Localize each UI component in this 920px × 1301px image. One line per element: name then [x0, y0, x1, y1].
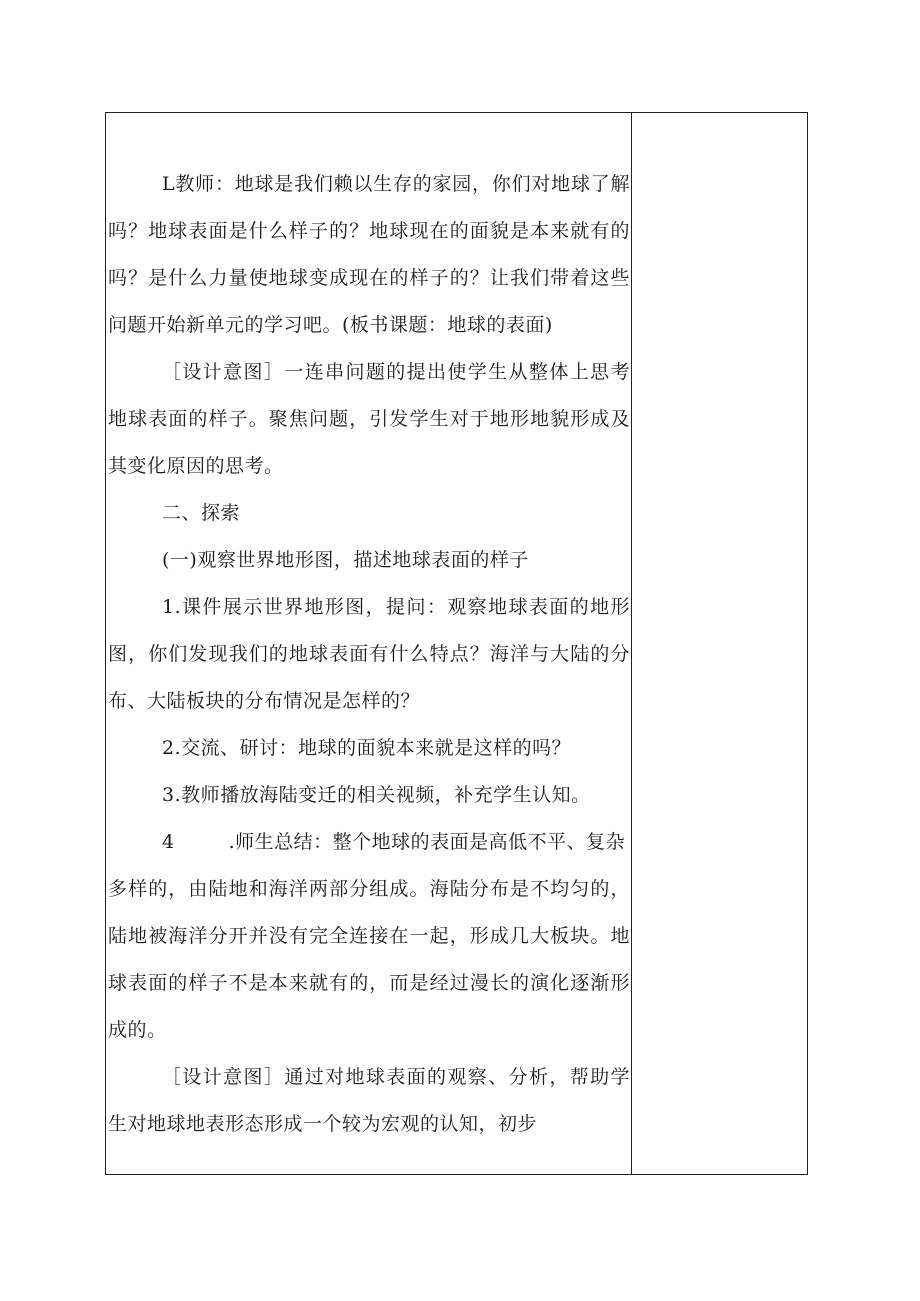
- text-line: [106, 827, 632, 857]
- text-line: 地球表面的样子。聚焦问题，引发学生对于地形地貌形成及: [108, 408, 630, 430]
- document-table: [105, 112, 808, 1175]
- list-number: 4: [162, 831, 175, 853]
- text-line: 球表面的样子不是本来就有的，而是经过漫长的演化逐渐形: [108, 972, 630, 994]
- text-line: 成的。: [108, 1019, 167, 1041]
- text-line: 其变化原因的思考。: [108, 455, 284, 477]
- text-line: 3.教师播放海陆变迁的相关视频，补充学生认知。: [162, 784, 591, 806]
- subsection-heading: (一)观察世界地形图，描述地球表面的样子: [162, 549, 529, 571]
- content-cell: [106, 113, 632, 1174]
- text-line: 问题开始新单元的学习吧。(板书课题：地球的表面): [108, 314, 553, 336]
- section-heading: 二、探索: [162, 502, 241, 524]
- text-line: 布、大陆板块的分布情况是怎样的？: [108, 690, 421, 712]
- list-text: .师生总结：整个地球的表面是高低不平、复杂: [228, 831, 626, 853]
- text-line: 1.课件展示世界地形图，提问：观察地球表面的地形: [162, 596, 630, 618]
- notes-cell: [632, 113, 807, 1174]
- text-line: 吗？是什么力量使地球变成现在的样子的？让我们带着这些: [108, 267, 630, 289]
- text-line: 吗？地球表面是什么样子的？地球现在的面貌是本来就有的: [108, 220, 630, 242]
- text-line: ［设计意图］通过对地球表面的观察、分析，帮助学: [162, 1066, 630, 1088]
- text-line: 多样的，由陆地和海洋两部分组成。海陆分布是不均匀的，: [108, 878, 630, 900]
- text-line: L教师：地球是我们赖以生存的家园，你们对地球了解: [162, 173, 630, 195]
- text-line: ［设计意图］一连串问题的提出使学生从整体上思考: [162, 361, 630, 383]
- text-line: 图，你们发现我们的地球表面有什么特点？海洋与大陆的分: [108, 643, 630, 665]
- text-line: 生对地球地表形态形成一个较为宏观的认知，初步: [108, 1113, 538, 1135]
- text-line: 陆地被海洋分开并没有完全连接在一起，形成几大板块。地: [108, 925, 630, 947]
- text-line: 2.交流、研讨：地球的面貌本来就是这样的吗？: [162, 737, 572, 759]
